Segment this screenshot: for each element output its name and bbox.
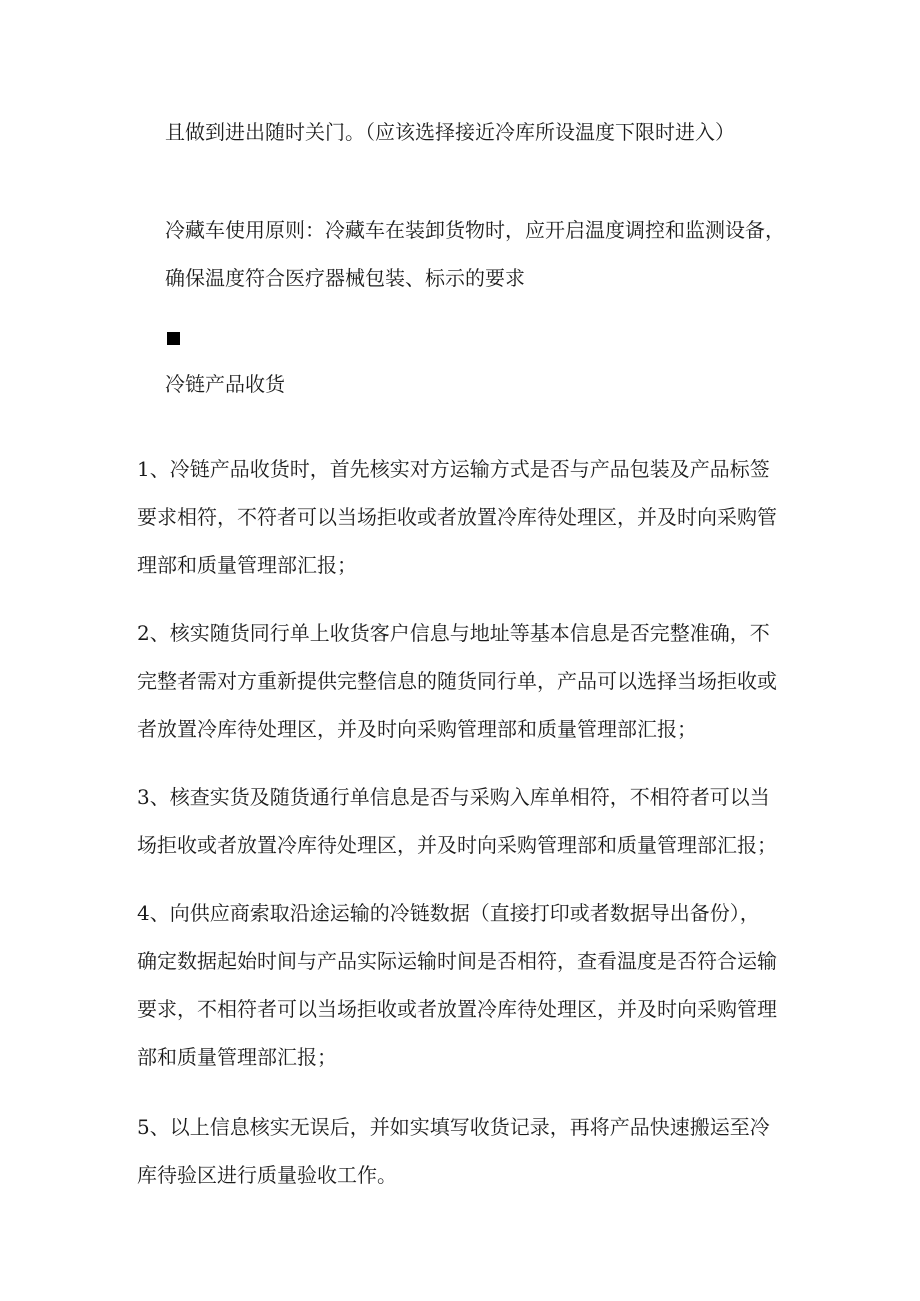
list-item-line: 场拒收或者放置冷库待处理区，并及时向采购管理部和质量管理部汇报； (137, 833, 777, 857)
cold-truck-principle-line: 冷藏车使用原则：冷藏车在装卸货物时，应开启温度调控和监测设备， (165, 218, 785, 242)
list-item-line: 完整者需对方重新提供完整信息的随货同行单，产品可以选择当场拒收或 (137, 669, 777, 693)
list-item-line: 1、冷链产品收货时，首先核实对方运输方式是否与产品包装及产品标签 (137, 457, 770, 481)
list-item-line: 2、核实随货同行单上收货客户信息与地址等基本信息是否完整准确，不 (137, 621, 770, 645)
list-item-line: 要求，不相符者可以当场拒收或者放置冷库待处理区，并及时向采购管理 (137, 997, 777, 1021)
list-item-line: 确定数据起始时间与产品实际运输时间是否相符，查看温度是否符合运输 (137, 949, 777, 973)
list-item-line: 3、核查实货及随货通行单信息是否与采购入库单相符，不相符者可以当 (137, 785, 770, 809)
list-item-line: 者放置冷库待处理区，并及时向采购管理部和质量管理部汇报； (137, 717, 697, 741)
list-item-line: 库待验区进行质量验收工作。 (137, 1163, 397, 1187)
intro-text-line: 且做到进出随时关门。（应该选择接近冷库所设温度下限时进入） (165, 120, 735, 144)
list-item-line: 理部和质量管理部汇报； (137, 553, 357, 577)
list-item-line: 要求相符，不符者可以当场拒收或者放置冷库待处理区，并及时向采购管 (137, 505, 777, 529)
list-item-line: 4、向供应商索取沿途运输的冷链数据（直接打印或者数据导出备份）， (137, 901, 760, 925)
list-item-line: 部和质量管理部汇报； (137, 1045, 337, 1069)
list-item-line: 5、以上信息核实无误后，并如实填写收货记录，再将产品快速搬运至冷 (137, 1115, 770, 1139)
section-heading: 冷链产品收货 (165, 372, 285, 396)
black-square-icon (167, 332, 180, 345)
cold-truck-principle-line: 确保温度符合医疗器械包装、标示的要求 (165, 266, 525, 290)
